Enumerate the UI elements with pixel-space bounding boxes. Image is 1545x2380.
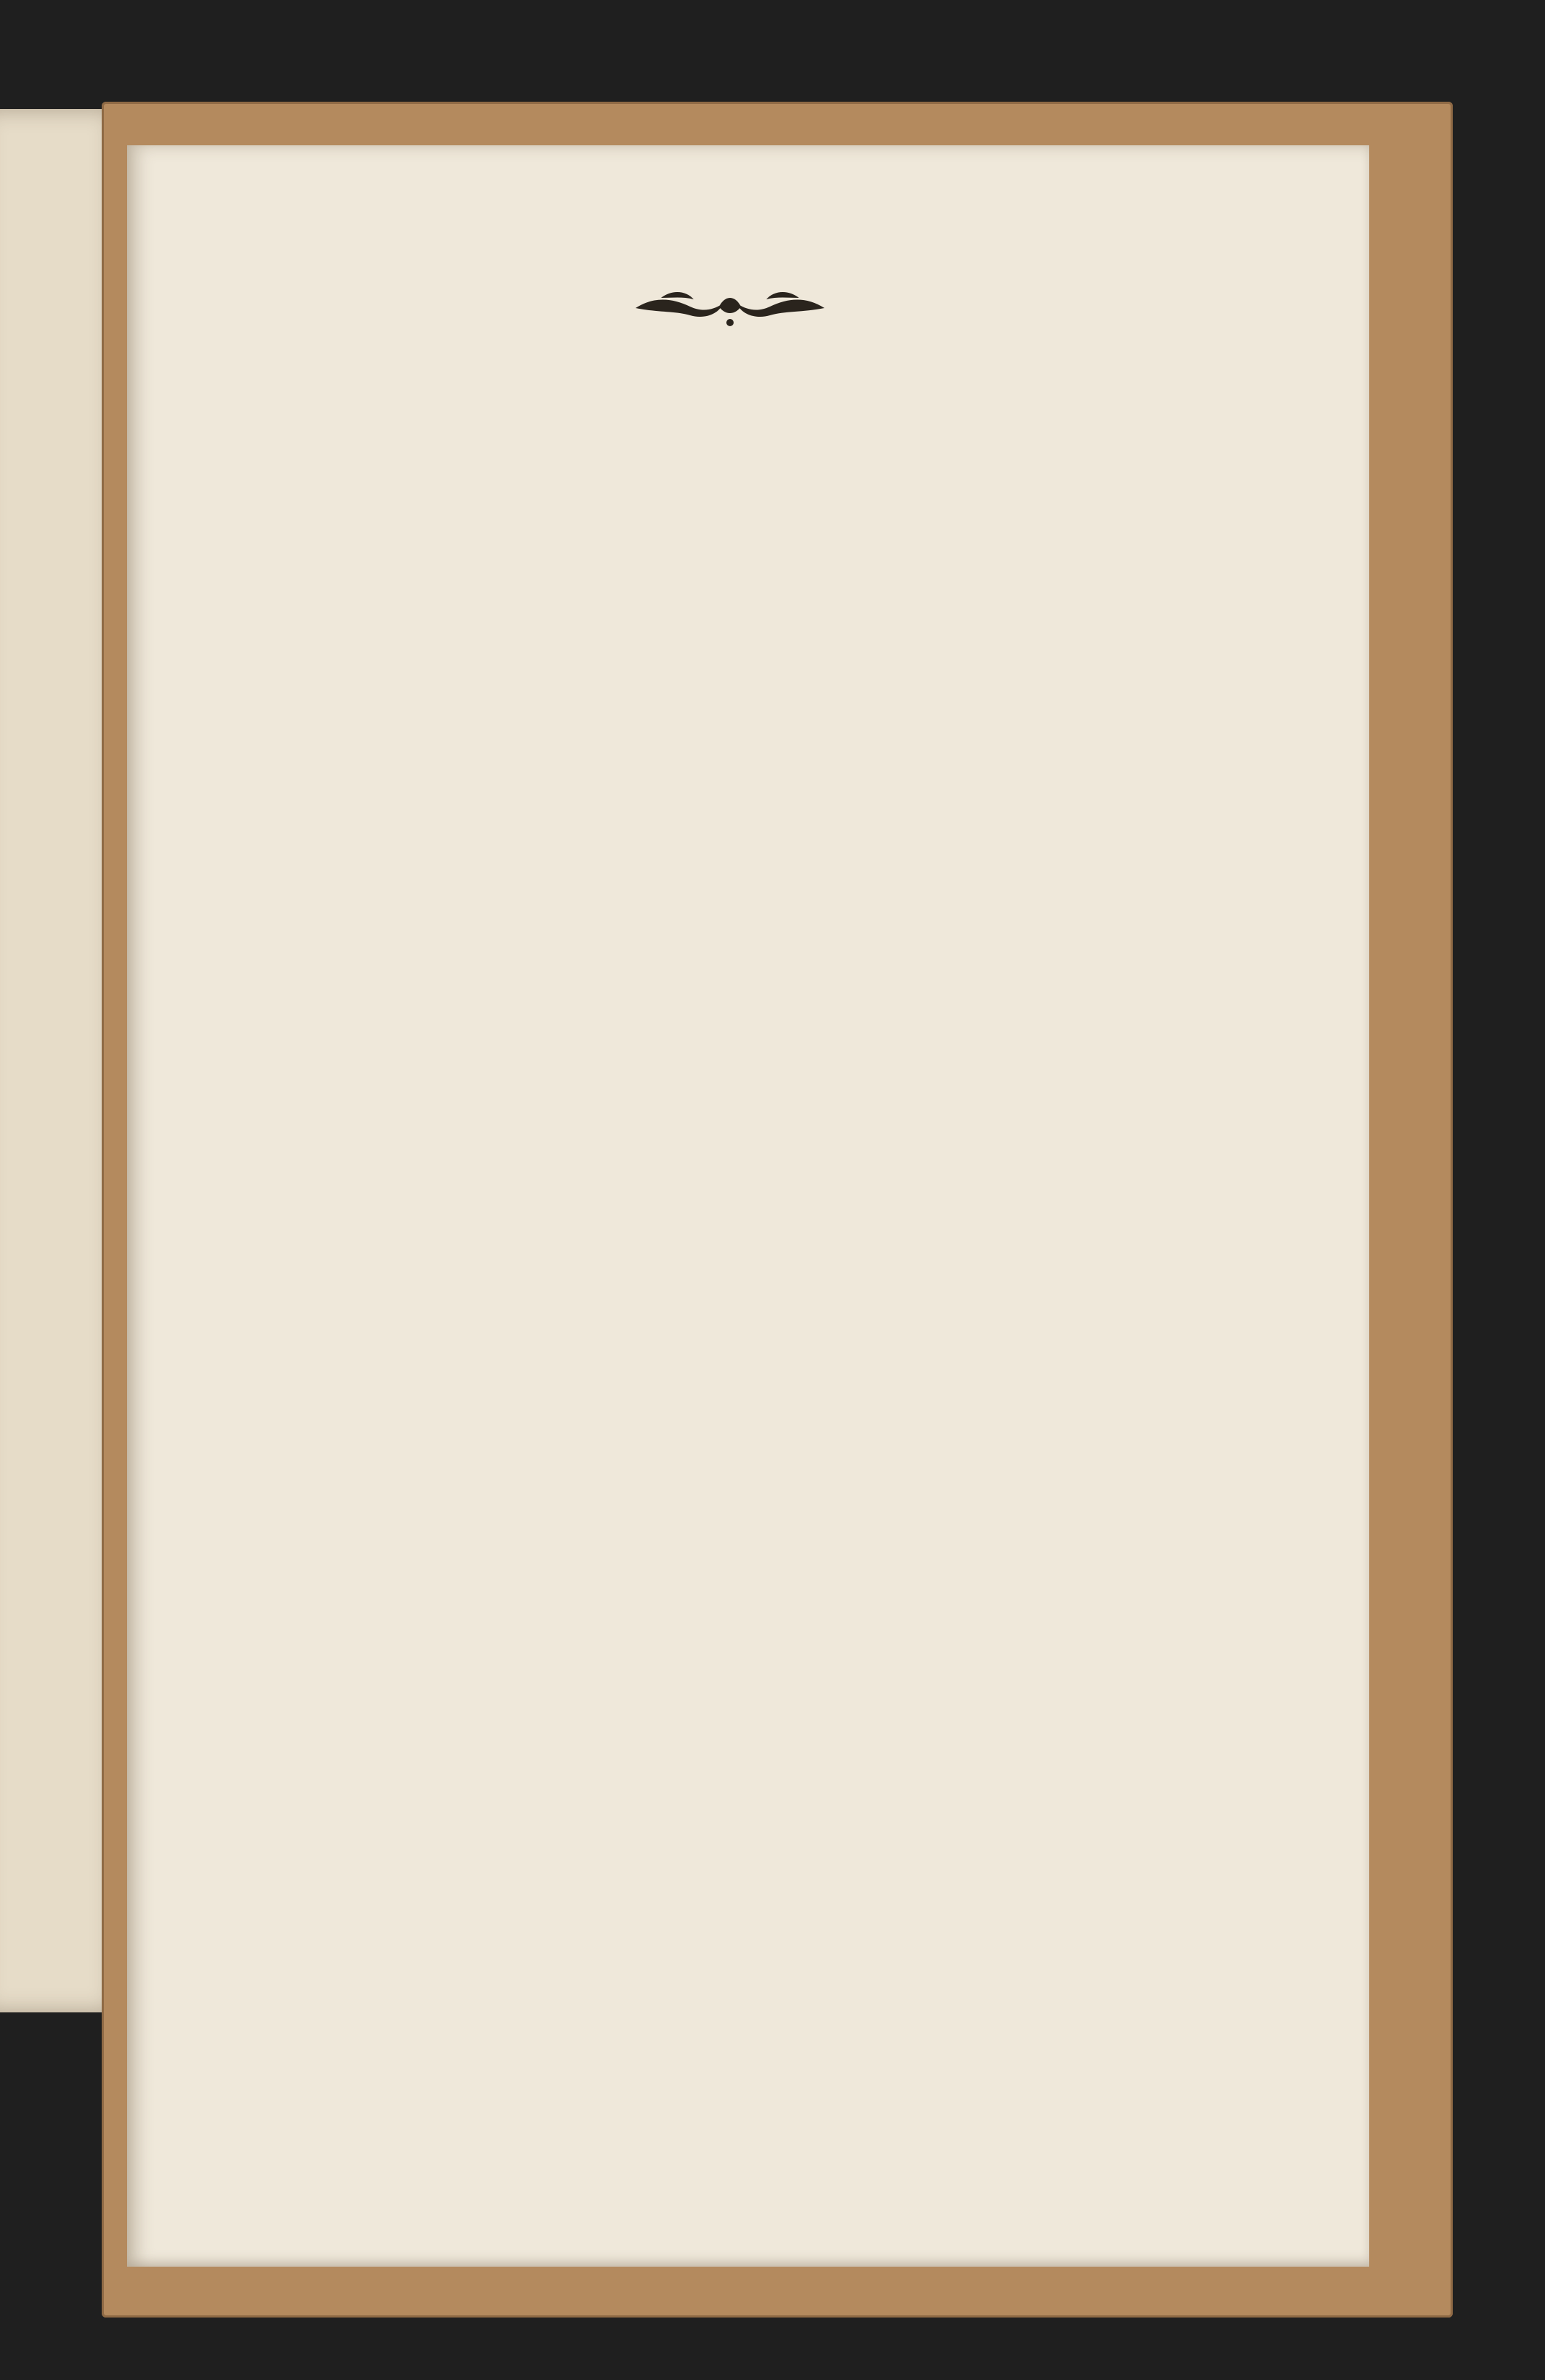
- text-line: [265, 1657, 1166, 1711]
- text-line: [265, 421, 1166, 474]
- decorative-ornament-icon: [632, 282, 828, 333]
- text-line: [265, 1442, 1166, 1496]
- text-line: [265, 474, 1166, 528]
- text-line: [265, 743, 1166, 797]
- text-line: [265, 1012, 1166, 1066]
- text-line: [265, 636, 1166, 689]
- text-line: [265, 1765, 1166, 1818]
- text-line: [265, 582, 1166, 636]
- text-line: [265, 1550, 1166, 1603]
- text-line: [265, 1066, 1166, 1120]
- text-line: [265, 1388, 1166, 1442]
- text-line: [265, 904, 1166, 958]
- text-line: [265, 1120, 1166, 1173]
- text-line: [265, 1227, 1166, 1281]
- text-line: [265, 1173, 1166, 1227]
- text-line: [265, 797, 1166, 851]
- text-line: [265, 1603, 1166, 1657]
- text-line: [265, 1496, 1166, 1550]
- text-line: [265, 958, 1166, 1012]
- text-line: [265, 1335, 1166, 1388]
- text-line: [265, 1281, 1166, 1335]
- text-line: [265, 1818, 1166, 1872]
- text-line: [265, 689, 1166, 743]
- text-line: [265, 1711, 1166, 1765]
- body-text: [265, 367, 1166, 1926]
- text-line: [265, 851, 1166, 904]
- text-line: [265, 528, 1166, 582]
- text-line: [265, 1872, 1166, 1926]
- text-line: [265, 367, 1166, 421]
